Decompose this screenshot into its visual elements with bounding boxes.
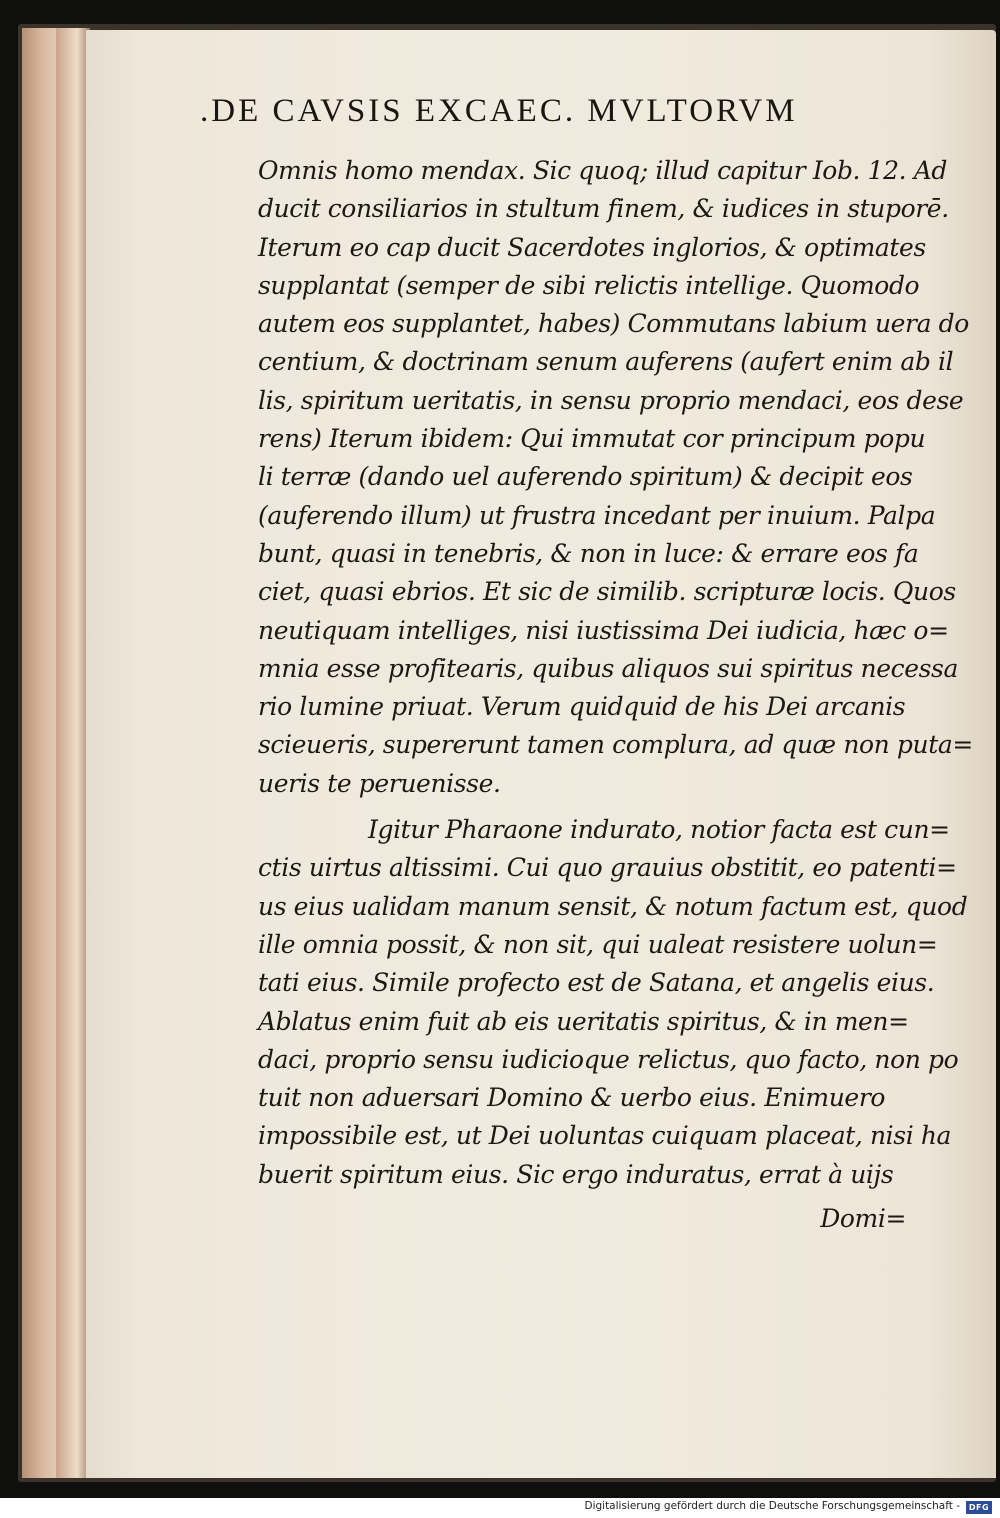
text-line: ctis uirtus altissimi. Cui quo grauius obstitit, eo patenti= (258, 853, 957, 883)
text-line: impossibile est, ut Dei uoluntas cuiquam placeat, nisi ha (258, 1121, 952, 1151)
text-line: mnia esse profitearis, quibus aliquos sui spiritus necessa (258, 653, 958, 683)
text-line: supplantat (semper de sibi relictis intellige. Quomodo (258, 270, 920, 300)
text-line: daci, proprio sensu iudicioque relictus, quo facto, non po (258, 1044, 959, 1074)
text-line: Omnis homo mendax. Sic quoq; illud capitur Iob. 12. Ad (258, 156, 948, 185)
running-head: .DE CAVSIS EXCAEC. MVLTORVM (200, 93, 798, 129)
dfg-logo: DFG (966, 1501, 992, 1514)
text-line: ueris te peruenisse. (258, 768, 501, 798)
text-line: centium, & doctrinam senum auferens (aufert enim ab il (258, 347, 954, 377)
catchword: Domi= (820, 1204, 906, 1234)
text-line: autem eos supplantet, habes) Commutans labium uera do (258, 309, 969, 339)
text-line: tati eius. Simile profecto est de Satana, et angelis eius. (258, 968, 935, 998)
text-line: buerit spiritum eius. Sic ergo induratus, errat à uijs (258, 1159, 894, 1189)
text-line: rens) Iterum ibidem: Qui immutat cor principum popu (258, 424, 926, 454)
funding-credit: Digitalisierung gefördert durch die Deutsche Forschungsgemeinschaft - (584, 1500, 960, 1512)
text-line: lis, spiritum ueritatis, in sensu proprio mendaci, eos dese (258, 385, 964, 415)
text-line: Igitur Pharaone indurato, notior facta est cun= (368, 815, 950, 845)
paragraph-2 (258, 811, 968, 1194)
text-line: us eius ualidam manum sensit, & notum factum est, quod (258, 891, 968, 921)
text-line: scieueris, supererunt tamen complura, ad quæ non puta= (258, 730, 973, 760)
text-line: li terræ (dando uel auferendo spiritum) & decipit eos (258, 462, 913, 492)
text-line: Iterum eo cap ducit Sacerdotes inglorios, & optimates (258, 232, 926, 262)
book-page-edges-inner (56, 28, 86, 1478)
text-line: ducit consiliarios in stultum finem, & iudices in stuporē. (258, 194, 949, 224)
page-body (258, 152, 973, 1238)
text-line: neutiquam intelliges, nisi iustissima Dei iudicia, hæc o= (258, 615, 949, 645)
text-line: tuit non aduersari Domino & uerbo eius. Enimuero (258, 1083, 886, 1113)
text-line: (auferendo illum) ut frustra incedant per inuium. Palpa (258, 500, 936, 530)
text-line: rio lumine priuat. Verum quidquid de his Dei arcanis (258, 692, 906, 722)
text-line: ciet, quasi ebrios. Et sic de similib. scripturæ locis. Quos (258, 577, 956, 607)
paragraph-1 (258, 152, 973, 803)
text-line: bunt, quasi in tenebris, & non in luce: & errare eos fa (258, 538, 919, 568)
text-line: ille omnia possit, & non sit, qui ualeat resistere uolun= (258, 929, 938, 959)
text-line: Ablatus enim fuit ab eis ueritatis spiritus, & in men= (258, 1006, 909, 1036)
